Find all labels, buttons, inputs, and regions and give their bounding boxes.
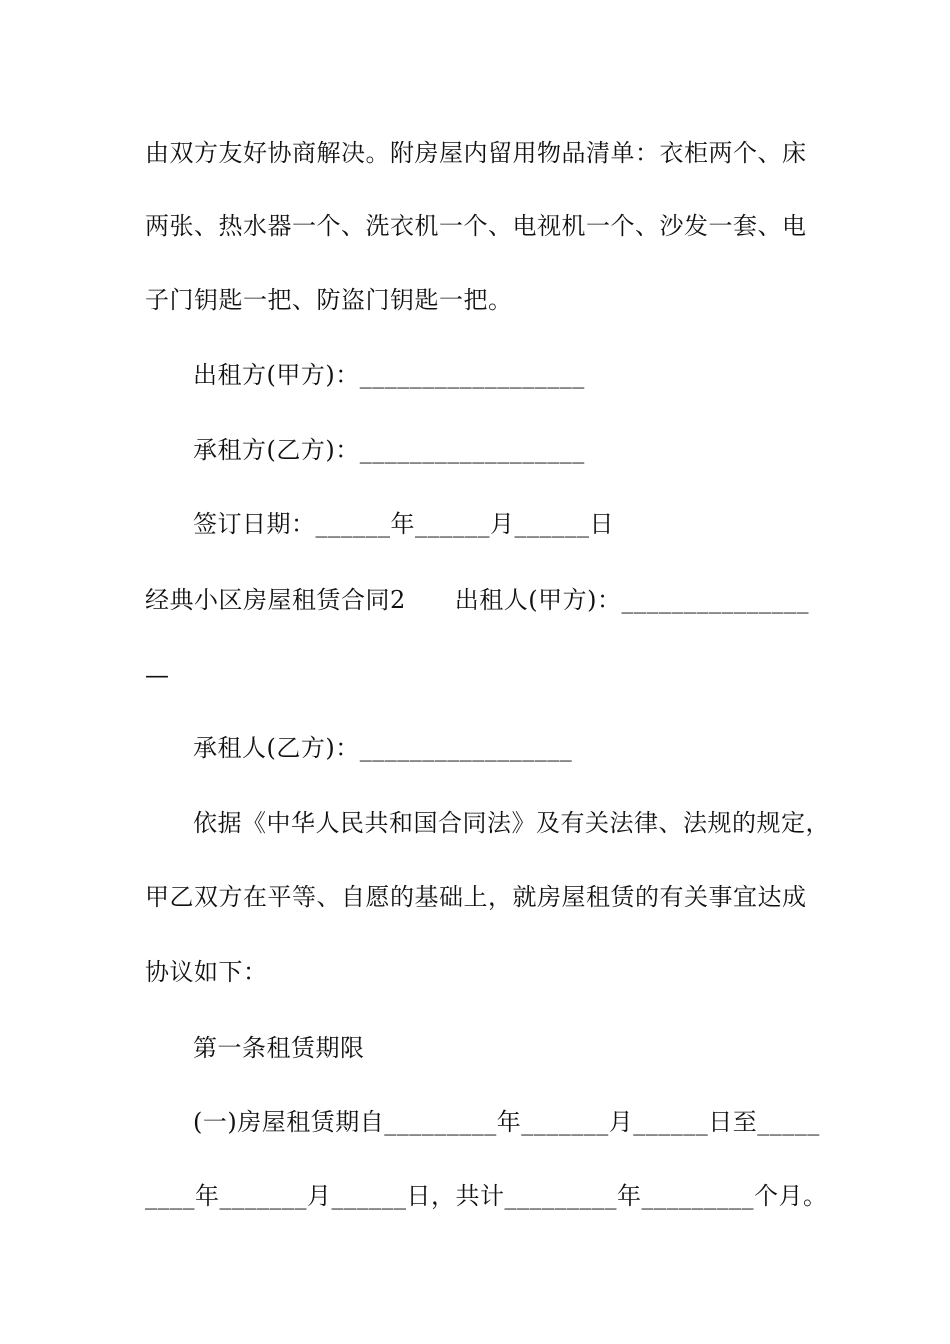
paragraph-line: 子门钥匙一把、防盗门钥匙一把。 bbox=[145, 286, 513, 314]
lease-term-line: ____年_______月______日，共计_________年_________个月。 bbox=[145, 1182, 828, 1210]
lessee-line: 承租人(乙方)：_________________ bbox=[193, 734, 573, 762]
paragraph-line: 协议如下： bbox=[145, 958, 268, 986]
contract-title-line: 经典小区房屋租赁合同2 出租人(甲方)：_______________ bbox=[145, 586, 809, 614]
paragraph-line: 依据《中华人民共和国合同法》及有关法律、法规的规定， bbox=[193, 809, 830, 837]
paragraph-line: 两张、热水器一个、洗衣机一个、电视机一个、沙发一套、电 bbox=[145, 212, 807, 240]
signing-date-line: 签订日期：______年______月______日 bbox=[193, 510, 614, 538]
paragraph-line: 甲乙双方在平等、自愿的基础上，就房屋租赁的有关事宜达成 bbox=[145, 883, 807, 911]
lease-term-line: (一)房屋租赁期自_________年_______月______日至_____ bbox=[193, 1108, 820, 1136]
underline-continuation: — bbox=[145, 661, 170, 689]
article-heading: 第一条租赁期限 bbox=[193, 1034, 365, 1062]
paragraph-line: 由双方友好协商解决。附房屋内留用物品清单：衣柜两个、床 bbox=[145, 139, 807, 167]
lessee-signature-line: 承租方(乙方)：__________________ bbox=[193, 436, 585, 464]
lessor-signature-line: 出租方(甲方)：__________________ bbox=[193, 361, 585, 389]
